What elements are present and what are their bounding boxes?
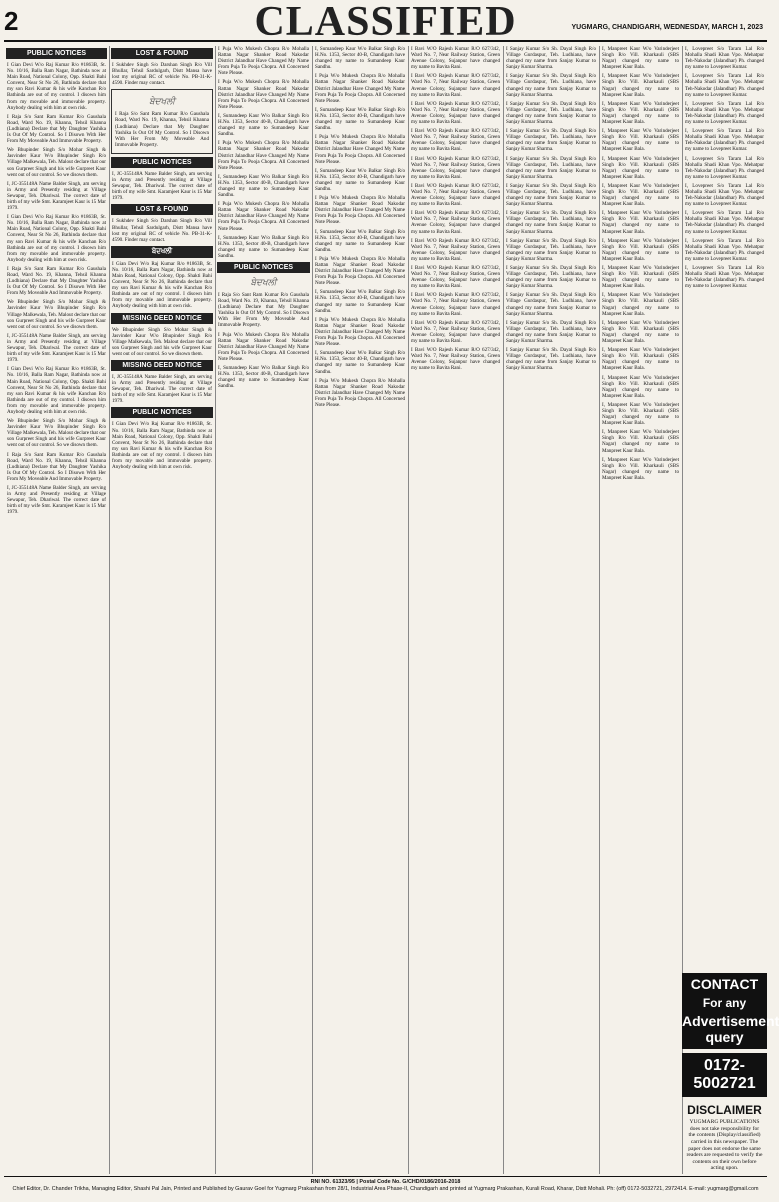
punjabi-heading: ਬੇਦਖਲੀ [250, 277, 277, 287]
notice-text: I, Manpreet Kaur W/o Varinderjeet Singh R/o Vill. Kharkauli (SBS Nagar) changed my name to Manpreet Kaur Bala. [602, 347, 679, 372]
notice-text: I, Sumandeep Kaur W/o Balkar Singh R/o H.No. 1353, Sector 40-B, Chandigarh have changed my name to Sumandeep Kaur Sandhu. [315, 106, 405, 132]
notice-text: I, Lovepreet S/o Taram Lal R/o Mohalla Shadi Khan Vpo. Mehatpur Teh-Nakodar (Jalandhar) Ph. changed my name to Lovepreet Kumar. [685, 182, 764, 208]
punjabi-notice-box [111, 89, 213, 154]
notice-text: I, Manpreet Kaur W/o Varinderjeet Singh R/o Vill. Kharkauli (SBS Nagar) changed my name to Manpreet Kaur Bala. [602, 265, 679, 290]
masthead-title: CLASSIFIED [254, 0, 517, 45]
notice-text: I Raja S/o Sant Ram Kumar R/o Gaushala Road, Ward No. 19, Khanna, Tehsil Khanna (Ludhiana) Declare that My Daughter Yashika Is Out Of My Control. So I Disown With Her From My Moveable And Immovable Property. [7, 265, 106, 297]
notice-text: I Raja S/o Sant Ram Kumar R/o Gaushala Road, Ward No. 19, Khanna, Tehsil Khanna (Ludhiana) Declare that My Daughter Yashika Is Out Of My Control. So I Disown With Her From My Moveable And Immovable Property. [115, 111, 209, 148]
notice-text: I Bavi W/O Rajesh Kumar R/O 627/342, Ward No. 7, Near Railway Station, Green Avenue Colony, Sujanpur have changed my name to Bavita Rani. [411, 210, 500, 235]
notice-text: I Sanjay Kumar S/o Sh. Dayal Singh R/o Village Gurdaspur, Teh. Ludhiana, have changed my name from Sanjay Kumar to Sanjay Kumar Sharma. [506, 210, 596, 235]
section-header: PUBLIC NOTICES [111, 157, 213, 168]
notice-text: I Gian Devi W/o Raj Kumar R/o #1863B, St. No. 10/16, Balla Ram Nagar, Bathinda now at Main Road, National Colony, Opp. Shakti Bahi Convent, Near St No 26, Bathinda declare that my son Ravi Kumar & his wife Kanchan R/o Bathinda are out of my control. I disown him from my movable and immovable property. Anybody dealing with him at own risk. [7, 366, 106, 415]
notice-text: I Puja W/o Mukesh Chopra R/o Mohalla Rattan Nagar Shanker Road Nakodar District Jalandhar Have Changed My Name From Puja To Pooja Chopra. All Concerned Note Please. [218, 201, 309, 232]
notice-text: I, Manpreet Kaur W/o Varinderjeet Singh R/o Vill. Kharkauli (SBS Nagar) changed my name to Manpreet Kaur Bala. [602, 128, 679, 153]
notice-text: We Bhupinder Singh S/o Mohar Singh & Jasvinder Kaur W/o Bhupinder Singh R/o Village Malkewala, Teh. Malout declare that our son Gurpreet Singh and his wife Gurpreet Kaur went out of our control. So we disown them. [7, 147, 106, 178]
notice-text: I Puja W/o Mukesh Chopra R/o Mohalla Rattan Nagar Shanker Road Nakodar District Jalandhar Have Changed My Name From Puja To Pooja Chopra. All Concerned Note Please. [315, 316, 405, 348]
notice-text: I, Lovepreet S/o Taram Lal R/o Mohalla Shadi Khan Vpo. Mehatpur Teh-Nakodar (Jalandhar) Ph. changed my name to Lovepreet Kumar. [685, 100, 764, 126]
notice-text: I Puja W/o Mukesh Chopra R/o Mohalla Rattan Nagar Shanker Road Nakodar District Jalandhar Have Changed My Name From Puja To Pooja Chopra. All Concerned Note Please. [218, 331, 309, 362]
notice-text: I Bavi W/O Rajesh Kumar R/O 627/342, Ward No. 7, Near Railway Station, Green Avenue Colony, Sujanpur have changed my name to Bavita Rani. [411, 237, 500, 262]
notice-text: I, Lovepreet S/o Taram Lal R/o Mohalla Shadi Khan Vpo. Mehatpur Teh-Nakodar (Jalandhar) Ph. changed my name to Lovepreet Kumar. [685, 265, 764, 290]
notice-text: I, Manpreet Kaur W/o Varinderjeet Singh R/o Vill. Kharkauli (SBS Nagar) changed my name to Manpreet Kaur Bala. [602, 374, 679, 399]
notice-text: I Sanjay Kumar S/o Sh. Dayal Singh R/o Village Gurdaspur, Teh. Ludhiana, have changed my name from Sanjay Kumar to Sanjay Kumar Sharma. [506, 155, 596, 180]
notice-text: I Bavi W/O Rajesh Kumar R/O 627/342, Ward No. 7, Near Railway Station, Green Avenue Colony, Sujanpur have changed my name to Bavita Rani. [411, 46, 500, 71]
disclaimer-title: DISCLAIMER [687, 1103, 762, 1118]
notice-text: I Sukhdev Singh S/o Darshan Singh R/o Vill Bhullar, Tehsil Sardulgarh, Distt Mansa have lost my original RC of vehicle No. PB-31-K-4590. Finder may contact. [112, 62, 212, 87]
notice-text: I Sanjay Kumar S/o Sh. Dayal Singh R/o Village Gurdaspur, Teh. Ludhiana, have changed my name from Sanjay Kumar to Sanjay Kumar Sharma. [506, 73, 596, 98]
section-header: PUBLIC NOTICES [6, 48, 107, 59]
notice-text: I Puja W/o Mukesh Chopra R/o Mohalla Rattan Nagar Shanker Road Nakodar District Jalandhar Have Changed My Name From Puja To Pooja Chopra. All Concerned Note Please. [315, 73, 405, 104]
notice-text: I Bavi W/O Rajesh Kumar R/O 627/342, Ward No. 7, Near Railway Station, Green Avenue Colony, Sujanpur have changed my name to Bavita Rani. [411, 319, 500, 345]
notice-text: I Puja W/o Mukesh Chopra R/o Mohalla Rattan Nagar Shanker Road Nakodar District Jalandhar Have Changed My Name From Puja To Pooja Chopra. All Concerned Note Please. [315, 134, 405, 165]
classified-columns [4, 46, 779, 1174]
notice-text: I, Sumandeep Kaur W/o Balkar Singh R/o H.No. 1353, Sector 40-B, Chandigarh have changed my name to Sumandeep Kaur Sandhu. [315, 228, 405, 253]
notice-text: I Bavi W/O Rajesh Kumar R/O 627/342, Ward No. 7, Near Railway Station, Green Avenue Colony, Sujanpur have changed my name to Bavita Rani. [411, 128, 500, 153]
notice-text: I Bavi W/O Rajesh Kumar R/O 627/342, Ward No. 7, Near Railway Station, Green Avenue Colony, Sujanpur have changed my name to Bavita Rani. [411, 292, 500, 317]
punjabi-heading: ਬੇਦਖਲੀ [148, 96, 176, 107]
notice-text: I, Lovepreet S/o Taram Lal R/o Mohalla Shadi Khan Vpo. Mehatpur Teh-Nakodar (Jalandhar) Ph. changed my name to Lovepreet Kumar. [685, 73, 764, 98]
notice-text: I Bavi W/O Rajesh Kumar R/O 627/342, Ward No. 7, Near Railway Station, Green Avenue Colony, Sujanpur have changed my name to Bavita Rani. [411, 347, 500, 372]
notice-text: I, Sumandeep Kaur W/o Balkar Singh R/o H.No. 1353, Sector 40-B, Chandigarh have changed my name to Sumandeep Kaur Sandhu. [315, 350, 405, 375]
notice-text: I Puja W/o Mukesh Chopra R/o Mohalla Rattan Nagar Shanker Road Nakodar District Jalandhar Have Changed My Name From Puja To Pooja Chopra. All Concerned Note Please. [315, 255, 405, 287]
notice-text: I Bavi W/O Rajesh Kumar R/O 627/342, Ward No. 7, Near Railway Station, Green Avenue Colony, Sujanpur have changed my name to Bavita Rani. [411, 100, 500, 126]
notice-text: I Sanjay Kumar S/o Sh. Dayal Singh R/o Village Gurdaspur, Teh. Ludhiana, have changed my name from Sanjay Kumar to Sanjay Kumar Sharma. [506, 265, 596, 290]
notice-text: I Sanjay Kumar S/o Sh. Dayal Singh R/o Village Gurdaspur, Teh. Ludhiana, have changed my name from Sanjay Kumar to Sanjay Kumar Sharma. [506, 292, 596, 317]
masthead-rule [4, 40, 767, 42]
notice-text: I Sanjay Kumar S/o Sh. Dayal Singh R/o Village Gurdaspur, Teh. Ludhiana, have changed my name from Sanjay Kumar to Sanjay Kumar Sharma. [506, 347, 596, 372]
notice-text: I, Manpreet Kaur W/o Varinderjeet Singh R/o Vill. Kharkauli (SBS Nagar) changed my name to Manpreet Kaur Bala. [602, 237, 679, 262]
notice-text: I Bavi W/O Rajesh Kumar R/O 627/342, Ward No. 7, Near Railway Station, Green Avenue Colony, Sujanpur have changed my name to Bavita Rani. [411, 155, 500, 180]
masthead [0, 0, 771, 45]
rni-line: RNI NO. 61323/95 | Postal Code No. G/CHD/0186/2016-2018 [310, 1179, 461, 1185]
notice-text: I, Lovepreet S/o Taram Lal R/o Mohalla Shadi Khan Vpo. Mehatpur Teh-Nakodar (Jalandhar) Ph. changed my name to Lovepreet Kumar. [685, 128, 764, 153]
notice-text: I, Manpreet Kaur W/o Varinderjeet Singh R/o Vill. Kharkauli (SBS Nagar) changed my name to Manpreet Kaur Bala. [602, 155, 679, 180]
notice-text: I Puja W/o Mukesh Chopra R/o Mohalla Rattan Nagar Shanker Road Nakodar District Jalandhar Have Changed My Name From Puja To Pooja Chopra. All Concerned Note Please. [218, 140, 309, 171]
notice-text: I, Sumandeep Kaur W/o Balkar Singh R/o H.No. 1353, Sector 40-B, Chandigarh have changed my name to Sumandeep Kaur Sandhu. [218, 112, 309, 138]
notice-text: I Gian Devi W/o Raj Kumar R/o #1863B, St. No. 10/16, Balla Ram Nagar, Bathinda now at Main Road, National Colony, Opp. Shakti Bahi Convent, Near St No 26, Bathinda declare that my son Ravi Kumar & his wife Kanchan R/o Bathinda are out of my control. I disown him from my movable and immovable property. Anybody dealing with him at own risk. [7, 62, 106, 111]
notice-text: I, Sumandeep Kaur W/o Balkar Singh R/o H.No. 1353, Sector 40-B, Chandigarh have changed my name to Sumandeep Kaur Sandhu. [218, 173, 309, 199]
section-header: MISSING DEED NOTICE [111, 360, 213, 371]
imprint-footer [4, 1176, 767, 1193]
section-header: ਬੇਦਖਲੀ [111, 246, 213, 258]
notice-text: I, Manpreet Kaur W/o Varinderjeet Singh R/o Vill. Kharkauli (SBS Nagar) changed my name to Manpreet Kaur Bala. [602, 456, 679, 481]
column-8 [682, 46, 779, 1174]
notice-text: I Sanjay Kumar S/o Sh. Dayal Singh R/o Village Gurdaspur, Teh. Ludhiana, have changed my name from Sanjay Kumar to Sanjay Kumar Sharma. [506, 319, 596, 345]
column-5 [408, 46, 504, 1174]
notice-text: I, Sumandeep Kaur W/o Balkar Singh R/o H.No. 1353, Sector 40-B, Chandigarh have changed my name to Sumandeep Kaur Sandhu. [315, 289, 405, 314]
contact-title: CONTACT [682, 973, 767, 995]
notice-text: I, JC-355148A Name Balder Singh, am serving in Army and Presently residing at Village Sewapur, Teh. Dhariwal. The correct date of birth of my wife Smt. Karamjeet Kaur is 15 Mar 1979. [112, 170, 212, 202]
notice-text: I Puja W/o Mukesh Chopra R/o Mohalla Rattan Nagar Shanker Road Nakodar District Jalandhar Have Changed My Name From Puja To Pooja Chopra. All Concerned Note Please. [218, 46, 309, 77]
notice-text: I Bavi W/O Rajesh Kumar R/O 627/342, Ward No. 7, Near Railway Station, Green Avenue Colony, Sujanpur have changed my name to Bavita Rani. [411, 182, 500, 208]
notice-text: I, Lovepreet S/o Taram Lal R/o Mohalla Shadi Khan Vpo. Mehatpur Teh-Nakodar (Jalandhar) Ph. changed my name to Lovepreet Kumar. [685, 155, 764, 180]
section-header: PUBLIC NOTICES [217, 262, 310, 273]
column-1 [4, 46, 110, 1174]
notice-text: I Gian Devi W/o Raj Kumar R/o #1863B, St. No. 10/16, Balla Ram Nagar, Bathinda now at Main Road, National Colony, Opp. Shakti Bahi Convent, Near St No 26, Bathinda declare that my son Ravi Kumar & his wife Kanchan R/o Bathinda are out of my control. I disown him from my movable and immovable property. Anybody dealing with him at own risk. [7, 214, 106, 263]
notice-text: I, Lovepreet S/o Taram Lal R/o Mohalla Shadi Khan Vpo. Mehatpur Teh-Nakodar (Jalandhar) Ph. changed my name to Lovepreet Kumar. [685, 237, 764, 262]
notice-text: We Bhupinder Singh S/o Mohar Singh & Jasvinder Kaur W/o Bhupinder Singh R/o Village Malkewala, Teh. Malout declare that our son Gurpreet Singh and his wife Gurpreet Kaur went out of our control. So we disown them. [7, 299, 106, 330]
notice-text: I Puja W/o Mukesh Chopra R/o Mohalla Rattan Nagar Shanker Road Nakodar District Jalandhar Have Changed My Name From Puja To Pooja Chopra. All Concerned Note Please. [315, 377, 405, 408]
notice-text: I Raja S/o Sant Ram Kumar R/o Gaushala Road, Ward No. 19, Khanna, Tehsil Khanna (Ludhiana) Declare that My Daughter Yashika Is Out Of My Control. So I Disown With Her From My Moveable And Immovable Property. [7, 451, 106, 482]
contact-sub1: For any [682, 995, 767, 1011]
notice-text: I Puja W/o Mukesh Chopra R/o Mohalla Rattan Nagar Shanker Road Nakodar District Jalandhar Have Changed My Name From Puja To Pooja Chopra. All Concerned Note Please. [218, 79, 309, 110]
notice-text: I Bavi W/O Rajesh Kumar R/O 627/342, Ward No. 7, Near Railway Station, Green Avenue Colony, Sujanpur have changed my name to Bavita Rani. [411, 73, 500, 98]
notice-text: I, Sumandeep Kaur W/o Balkar Singh R/o H.No. 1353, Sector 40-B, Chandigarh have changed my name to Sumandeep Kaur Sandhu. [315, 46, 405, 71]
notice-text: I, Manpreet Kaur W/o Varinderjeet Singh R/o Vill. Kharkauli (SBS Nagar) changed my name to Manpreet Kaur Bala. [602, 429, 679, 454]
section-header: LOST & FOUND [111, 48, 213, 59]
notice-text: I Raja S/o Sant Ram Kumar R/o Gaushala Road, Ward No. 19, Khanna, Tehsil Khanna (Ludhiana) Declare that My Daughter Yashika Is Out Of My Control. So I Disown With Her From My Moveable And Immovable Property. [7, 113, 106, 145]
notice-text: I Gian Devi W/o Raj Kumar R/o #1863B, St. No. 10/16, Balla Ram Nagar, Bathinda now at Main Road, National Colony, Opp. Shakti Bahi Convent, Near St No 26, Bathinda declare that my son Ravi Kumar & his wife Kanchan R/o Bathinda are out of my control. I disown him from my movable and immovable property. Anybody dealing with him at own risk. [112, 421, 212, 471]
notice-text: I Raja S/o Sant Ram Kumar R/o Gaushala Road, Ward No. 19, Khanna, Tehsil Khanna (Ludhiana) Declare that My Daughter Yashika Is Out Of My Control. So I Disown With Her From My Moveable And Immovable Property. [218, 292, 309, 329]
contact-advert-box [682, 973, 779, 1174]
notice-text: I, Manpreet Kaur W/o Varinderjeet Singh R/o Vill. Kharkauli (SBS Nagar) changed my name to Manpreet Kaur Bala. [602, 401, 679, 427]
notice-text: I Sanjay Kumar S/o Sh. Dayal Singh R/o Village Gurdaspur, Teh. Ludhiana, have changed my name from Sanjay Kumar to Sanjay Kumar Sharma. [506, 182, 596, 208]
notice-text: I Gian Devi W/o Raj Kumar R/o #1863B, St. No. 10/16, Balla Ram Nagar, Bathinda now at Main Road, National Colony, Opp. Shakti Bahi Convent, Near St No 26, Bathinda declare that my son Ravi Kumar & his wife Kanchan R/o Bathinda are out of my control. I disown him from my movable and immovable property. Anybody dealing with him at own risk. [112, 260, 212, 310]
credits-line: Chief Editor, Dr. Chander Trikha, Managing Editor, Shashi Pal Jain, Printed and Published by Gaurav Goel for Yugmarg Prakashan from 28/1, Industrial Area Phase-II, Chandigarh and printed at Yugmarg Prakashan, Kurali Road, Kharar, Distt Mohali. Ph: (off) 0172-5032721, 2972414. E-mail: yugmarg@gmail.com [12, 1186, 759, 1192]
column-7 [599, 46, 683, 1174]
notice-text: I, Manpreet Kaur W/o Varinderjeet Singh R/o Vill. Kharkauli (SBS Nagar) changed my name to Manpreet Kaur Bala. [602, 73, 679, 98]
notice-text: I Sanjay Kumar S/o Sh. Dayal Singh R/o Village Gurdaspur, Teh. Ludhiana, have changed my name from Sanjay Kumar to Sanjay Kumar Sharma. [506, 128, 596, 153]
disclaimer-text: YUGMARG PUBLICATIONS does not take responsibility for the contents (Display/classified) carried in this newspaper. The paper does not endorse the same readers are requested to verify the contents on their own before acting upon. [686, 1119, 763, 1172]
column-2 [109, 46, 216, 1174]
column-6 [503, 46, 600, 1174]
notice-text: I Puja W/o Mukesh Chopra R/o Mohalla Rattan Nagar Shanker Road Nakodar District Jalandhar Have Changed My Name From Puja To Pooja Chopra. All Concerned Note Please. [315, 195, 405, 226]
notice-text: I, JC-355148A Name Balder Singh, am serving in Army and Presently residing at Village Sewapur, Teh. Dhariwal. The correct date of birth of my wife Smt. Karamjeet Kaur is 15 Mar 1979. [7, 332, 106, 364]
dateline: YUGMARG, CHANDIGARH, WEDNESDAY, MARCH 1, 2023 [571, 24, 763, 31]
notice-text: I, Sumandeep Kaur W/o Balkar Singh R/o H.No. 1353, Sector 40-B, Chandigarh have changed my name to Sumandeep Kaur Sandhu. [218, 234, 309, 259]
notice-text: I, Manpreet Kaur W/o Varinderjeet Singh R/o Vill. Kharkauli (SBS Nagar) changed my name to Manpreet Kaur Bala. [602, 210, 679, 235]
page-number: 2 [4, 6, 19, 36]
notice-text: I, Sumandeep Kaur W/o Balkar Singh R/o H.No. 1353, Sector 40-B, Chandigarh have changed my name to Sumandeep Kaur Sandhu. [218, 365, 309, 390]
notice-text: I, Lovepreet S/o Taram Lal R/o Mohalla Shadi Khan Vpo. Mehatpur Teh-Nakodar (Jalandhar) Ph. changed my name to Lovepreet Kumar. [685, 210, 764, 235]
notice-text: I, Manpreet Kaur W/o Varinderjeet Singh R/o Vill. Kharkauli (SBS Nagar) changed my name to Manpreet Kaur Bala. [602, 319, 679, 345]
contact-phone: 0172-5002721 [682, 1053, 767, 1097]
notice-text: I, Sumandeep Kaur W/o Balkar Singh R/o H.No. 1353, Sector 40-B, Chandigarh have changed my name to Sumandeep Kaur Sandhu. [315, 167, 405, 192]
notice-text: I, JC-355148A Name Balder Singh, am serving in Army and Presently residing at Village Sewapur, Teh. Dhariwal. The correct date of birth of my wife Smt. Karamjeet Kaur is 15 Mar 1979. [112, 374, 212, 405]
notice-text: I, JC-355148A Name Balder Singh, am serving in Army and Presently residing at Village Sewapur, Teh. Dhariwal. The correct date of birth of my wife Smt. Karamjeet Kaur is 15 Mar 1979. [7, 180, 106, 212]
notice-text: I Sanjay Kumar S/o Sh. Dayal Singh R/o Village Gurdaspur, Teh. Ludhiana, have changed my name from Sanjay Kumar to Sanjay Kumar Sharma. [506, 237, 596, 262]
notice-text: I, JC-355148A Name Balder Singh, am serving in Army and Presently residing at Village Sewapur, Teh. Dhariwal. The correct date of birth of my wife Smt. Karamjeet Kaur is 15 Mar 1979. [7, 485, 106, 516]
notice-text: I, Lovepreet S/o Taram Lal R/o Mohalla Shadi Khan Vpo. Mehatpur Teh-Nakodar (Jalandhar) Ph. changed my name to Lovepreet Kumar. [685, 46, 764, 71]
notice-text: I Sanjay Kumar S/o Sh. Dayal Singh R/o Village Gurdaspur, Teh. Ludhiana, have changed my name from Sanjay Kumar to Sanjay Kumar Sharma. [506, 46, 596, 71]
notice-text: I, Manpreet Kaur W/o Varinderjeet Singh R/o Vill. Kharkauli (SBS Nagar) changed my name to Manpreet Kaur Bala. [602, 292, 679, 317]
notice-text: I, Manpreet Kaur W/o Varinderjeet Singh R/o Vill. Kharkauli (SBS Nagar) changed my name to Manpreet Kaur Bala. [602, 100, 679, 126]
section-header: PUBLIC NOTICES [111, 407, 213, 418]
notice-text: I, Manpreet Kaur W/o Varinderjeet Singh R/o Vill. Kharkauli (SBS Nagar) changed my name to Manpreet Kaur Bala. [602, 46, 679, 71]
notice-text: We Bhupinder Singh S/o Mohar Singh & Jasvinder Kaur W/o Bhupinder Singh R/o Village Malkewala, Teh. Malout declare that our son Gurpreet Singh and his wife Gurpreet Kaur went out of our control. So we disown them. [7, 418, 106, 449]
notice-text: I, Manpreet Kaur W/o Varinderjeet Singh R/o Vill. Kharkauli (SBS Nagar) changed my name to Manpreet Kaur Bala. [602, 182, 679, 208]
notice-text: We Bhupinder Singh S/o Mohar Singh & Jasvinder Kaur W/o Bhupinder Singh R/o Village Malkewala, Teh. Malout declare that our son Gurpreet Singh and his wife Gurpreet Kaur went out of our control. So we disown them. [112, 326, 212, 357]
section-header: MISSING DEED NOTICE [111, 313, 213, 324]
column-3 [215, 46, 313, 1174]
column-4 [312, 46, 409, 1174]
contact-sub2: Advertisement query [682, 1011, 767, 1049]
notice-text: I Sanjay Kumar S/o Sh. Dayal Singh R/o Village Gurdaspur, Teh. Ludhiana, have changed my name from Sanjay Kumar to Sanjay Kumar Sharma. [506, 100, 596, 126]
notice-text: I Sukhdev Singh S/o Darshan Singh R/o Vill Bhullar, Tehsil Sardulgarh, Distt Mansa have lost my original RC of vehicle No. PB-31-K-4590. Finder may contact. [112, 218, 212, 243]
notice-text: I Bavi W/O Rajesh Kumar R/O 627/342, Ward No. 7, Near Railway Station, Green Avenue Colony, Sujanpur have changed my name to Bavita Rani. [411, 265, 500, 290]
section-header: LOST & FOUND [111, 204, 213, 215]
